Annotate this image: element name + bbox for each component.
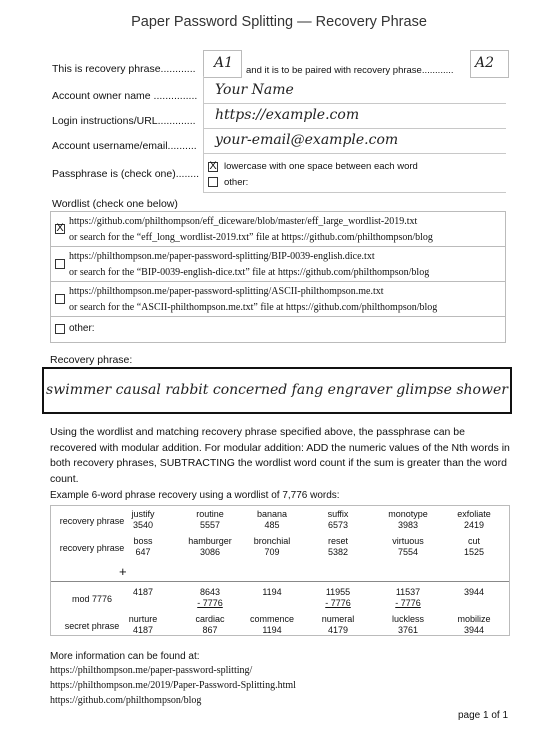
row1-number: 3983 bbox=[397, 520, 419, 530]
login-url-label: Login instructions/URL............. bbox=[52, 115, 196, 127]
form-rule bbox=[203, 128, 506, 129]
row1-label: recovery phrase bbox=[59, 516, 125, 526]
mod-sum: 1194 bbox=[262, 587, 282, 597]
passphrase-type-label: Passphrase is (check one)........ bbox=[52, 168, 200, 180]
wordlist-option-ascii-url: https://philthompson.me/paper-password-splitting/ASCII-philthompson.me.txt bbox=[69, 286, 384, 297]
row2-number: 709 bbox=[264, 547, 280, 557]
row2-word: virtuous bbox=[392, 536, 424, 546]
recovery-phrase-id-box[interactable] bbox=[203, 50, 242, 78]
row1-number: 2419 bbox=[463, 520, 485, 530]
mod-sum: 11955 bbox=[325, 587, 351, 597]
row2-number: 5382 bbox=[327, 547, 349, 557]
mod-sum: 3944 bbox=[463, 587, 485, 597]
wordlist-option-eff[interactable] bbox=[50, 211, 506, 247]
paired-phrase-id-box[interactable] bbox=[470, 50, 509, 78]
form-rule bbox=[203, 153, 506, 154]
option-lowercase-label: lowercase with one space between each word bbox=[224, 161, 418, 172]
option-other-checkbox[interactable] bbox=[208, 177, 218, 187]
wordlist-option-ascii-checkbox[interactable] bbox=[55, 294, 65, 304]
row2-word: bronchial bbox=[253, 536, 291, 546]
recovery-phrase-id-value: A1 bbox=[214, 55, 234, 71]
row1-number: 3540 bbox=[132, 520, 154, 530]
mod-subtract: - 7776 bbox=[197, 598, 223, 608]
option-other-label: other: bbox=[224, 177, 249, 188]
wordlist-option-other-label: other: bbox=[69, 323, 95, 334]
recovery-phrase-text: swimmer causal rabbit concerned fang engraver glimpse shower bbox=[46, 382, 508, 398]
paired-phrase-label: and it is to be paired with recovery phrase............ bbox=[246, 65, 454, 76]
form-rule bbox=[203, 103, 506, 104]
wordlist-option-eff-search: or search for the “eff_long_wordlist-2019.txt” file at https://github.com/philthompson/blog bbox=[69, 232, 433, 243]
sum-rule bbox=[51, 581, 509, 582]
row1-number: 5557 bbox=[199, 520, 221, 530]
row2-number: 647 bbox=[135, 547, 151, 557]
row2-number: 1525 bbox=[463, 547, 485, 557]
row1-word: routine bbox=[196, 509, 224, 519]
secret-word: mobilize bbox=[457, 614, 491, 624]
mod-sum: 8643 bbox=[199, 587, 221, 597]
secret-word: luckless bbox=[391, 614, 424, 624]
secret-number: 867 bbox=[202, 625, 218, 635]
owner-name-label: Account owner name ............... bbox=[52, 90, 198, 102]
row2-number: 7554 bbox=[397, 547, 419, 557]
secret-number: 3761 bbox=[397, 625, 419, 635]
mod-sum: 11537 bbox=[395, 587, 421, 597]
recovery-phrase-box[interactable] bbox=[42, 367, 512, 414]
row1-word: banana bbox=[256, 509, 288, 519]
owner-name-field[interactable]: Your Name bbox=[215, 82, 294, 98]
row2-number: 3086 bbox=[199, 547, 221, 557]
secret-number: 4179 bbox=[327, 625, 349, 635]
secret-word: commence bbox=[249, 614, 294, 624]
row1-word: monotype bbox=[388, 509, 428, 519]
row1-number: 485 bbox=[264, 520, 280, 530]
secret-word: numeral bbox=[321, 614, 355, 624]
plus-sign: + bbox=[119, 564, 127, 579]
row2-word: boss bbox=[133, 536, 153, 546]
wordlist-option-other[interactable] bbox=[50, 316, 506, 343]
wordlist-option-ascii[interactable] bbox=[50, 281, 506, 317]
login-url-field[interactable]: https://example.com bbox=[215, 107, 360, 123]
wordlist-option-ascii-search: or search for the “ASCII-philthompson.me.txt” file at https://github.com/philthompson/blog bbox=[69, 302, 438, 313]
form-rule bbox=[203, 192, 506, 193]
mod-subtract: - 7776 bbox=[395, 598, 421, 608]
wordlist-option-eff-checkbox[interactable]: X bbox=[56, 222, 64, 234]
secret-word: cardiac bbox=[195, 614, 225, 624]
secret-number: 3944 bbox=[463, 625, 485, 635]
more-info-heading: More information can be found at: bbox=[50, 651, 200, 662]
form-divider bbox=[203, 76, 204, 192]
wordlist-option-bip39-search: or search for the “BIP-0039-english-dice.txt” file at https://github.com/philthompson/blog bbox=[69, 267, 430, 278]
wordlist-option-other-checkbox[interactable] bbox=[55, 324, 65, 334]
mod-subtract: - 7776 bbox=[325, 598, 351, 608]
row1-word: exfoliate bbox=[457, 509, 491, 519]
username-label: Account username/email.......... bbox=[52, 140, 197, 152]
row1-number: 6573 bbox=[327, 520, 349, 530]
link-blog-post[interactable]: https://philthompson.me/2019/Paper-Password-Splitting.html bbox=[50, 680, 296, 691]
wordlist-option-bip39-checkbox[interactable] bbox=[55, 259, 65, 269]
secret-number: 1194 bbox=[262, 625, 282, 635]
explanation-paragraph: Using the wordlist and matching recovery phrase specified above, the passphrase can be recovered with modular addition. For modular addition: ADD the numeric values of the Nth words in both recovery phrases, SUBTRACTING the wordlist word count if the sum is greater than the word count. bbox=[50, 426, 510, 485]
wordlist-option-bip39-url: https://philthompson.me/paper-password-splitting/BIP-0039-english.dice.txt bbox=[69, 251, 375, 262]
row2-word: reset bbox=[327, 536, 348, 546]
secret-label: secret phrase bbox=[64, 621, 120, 631]
wordlist-heading: Wordlist (check one below) bbox=[52, 198, 178, 210]
page-number: page 1 of 1 bbox=[458, 710, 509, 721]
secret-word: nurture bbox=[128, 614, 158, 624]
paired-phrase-id-value: A2 bbox=[475, 55, 495, 71]
row2-label: recovery phrase bbox=[59, 543, 125, 553]
mod-label: mod 7776 bbox=[71, 594, 113, 604]
mod-sum: 4187 bbox=[132, 587, 154, 597]
example-table bbox=[50, 505, 510, 636]
row2-word: hamburger bbox=[188, 536, 232, 546]
option-lowercase-checkbox[interactable]: X bbox=[209, 160, 217, 172]
link-github-blog[interactable]: https://github.com/philthompson/blog bbox=[50, 695, 202, 706]
wordlist-option-eff-url: https://github.com/philthompson/eff_diceware/blob/master/eff_large_wordlist-2019.txt bbox=[69, 216, 418, 227]
recovery-phrase-label: This is recovery phrase............ bbox=[52, 63, 196, 75]
example-heading: Example 6-word phrase recovery using a wordlist of 7,776 words: bbox=[50, 490, 340, 501]
recovery-phrase-heading: Recovery phrase: bbox=[50, 354, 133, 366]
secret-number: 4187 bbox=[132, 625, 154, 635]
row2-word: cut bbox=[467, 536, 480, 546]
wordlist-option-bip39[interactable] bbox=[50, 246, 506, 282]
link-paper-password-splitting[interactable]: https://philthompson.me/paper-password-splitting/ bbox=[50, 665, 253, 676]
page-title: Paper Password Splitting — Recovery Phrase bbox=[131, 14, 427, 30]
row1-word: justify bbox=[131, 509, 155, 519]
username-field[interactable]: your-email@example.com bbox=[215, 132, 399, 148]
row1-word: suffix bbox=[327, 509, 349, 519]
